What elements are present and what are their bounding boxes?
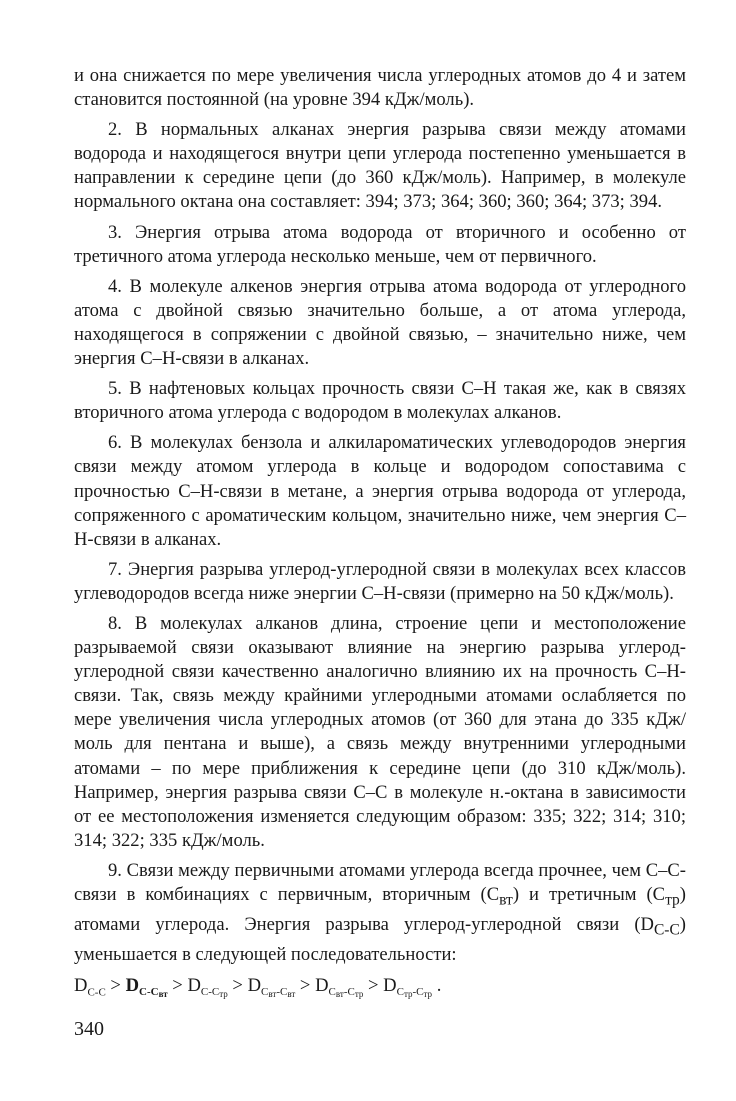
- formula-sub-5d: тр: [354, 989, 364, 1000]
- formula-d-4: D: [247, 974, 261, 996]
- formula-gt-4: >: [295, 974, 316, 996]
- paragraph-2: 2. В нормальных алканах энергия разрыва связи между атомами водорода и находящегося внутри цепи углерода постепенно уменьшается в направлении к середине цепи (до 360 кДж/моль). Например, в молекуле нормального октана она составляет: 394; 373; 364; 360; 360; 364; 373; 394.: [74, 119, 686, 213]
- formula-sub-6d: тр: [423, 989, 433, 1000]
- formula-sub-2a: С-С: [139, 986, 159, 999]
- formula-end: .: [432, 974, 442, 996]
- formula-sub-5b: вт: [335, 989, 344, 1000]
- formula-d-1: D: [74, 974, 88, 996]
- formula-d-2: D: [125, 974, 140, 996]
- p9-sub-cc: С-С: [653, 921, 680, 939]
- bond-energy-sequence-formula: [74, 973, 686, 1008]
- page-number: 340: [74, 1018, 104, 1040]
- paragraph-5: 5. В нафтеновых кольцах прочность связи С–Н такая же, как в связях вторичного атома углерода с водородом в молекулах алканов.: [74, 378, 686, 424]
- p9-prefix: 9. Связи между первичными атомами углерода всегда прочнее, чем С–С-связи в комбинациях с первичным, вторичным (С: [74, 859, 686, 905]
- paragraph-8: 8. В молекулах алканов длина, строение цепи и местоположение разрываемой связи оказывают влияние на энергию разрыва углерод-углеродной связи качественно аналогично влиянию их на прочность С–Н-связи. Так, связь между крайними углеродными атомами ослабляется по мере увеличения числа углеродных атомов (от 360 для этана до 335 кДж/моль для пентана и выше), а связь между внутренними углеродными атомами – по мере приближения к середине цепи (до 310 кДж/моль). Например, энергия разрыва связи С–С в молекуле н.-октана в зависимости от ее местоположения изменяется следующим образом: 335; 322; 314; 310; 314; 322; 335 кДж/моль.: [74, 612, 686, 851]
- formula-sub-4d: вт: [287, 989, 296, 1000]
- formula-sub-4a: С: [261, 986, 269, 999]
- formula-gt-2: >: [167, 974, 188, 996]
- p9-middle: ) и третичным (С: [512, 884, 666, 905]
- paragraph-6: 6. В молекулах бензола и алкилароматических углеводородов энергия связи между атомом углерода в кольце и водородом сопоставима с прочностью С–Н-связи в метане, а энергия отрыва водорода от углерода, сопряженного с ароматическим кольцом, значительно ниже, чем энергия С–Н-связи в алканах.: [74, 432, 686, 550]
- formula-d-6: D: [383, 974, 397, 996]
- paragraph-9: [74, 859, 686, 967]
- formula-sub-5a: С: [328, 986, 336, 999]
- formula-gt-3: >: [227, 974, 248, 996]
- formula-sub-4c: -С: [276, 986, 288, 999]
- formula-d-5: D: [315, 974, 329, 996]
- p9-sub-tr: тр: [665, 891, 680, 909]
- p9-sub-vt: вт: [499, 891, 513, 909]
- paragraph-3: 3. Энергия отрыва атома водорода от вторичного и особенно от третичного атома углерода несколько меньше, чем от первичного.: [74, 221, 686, 267]
- paragraph-4: 4. В молекуле алкенов энергия отрыва атома водорода от углеродного атома с двойной связью значительно больше, а от атома углерода, находящегося в сопряжении с двойной связью, – значительно ниже, чем энергия С–Н-связи в алканах.: [74, 275, 686, 370]
- paragraph-7: 7. Энергия разрыва углерод-углеродной связи в молекулах всех классов углеводородов всегда ниже энергии С–Н-связи (примерно на 50 кДж/моль).: [74, 558, 686, 604]
- formula-sub-2b: вт: [158, 989, 168, 1000]
- formula-sub-1: С-С: [87, 986, 106, 999]
- formula-gt-1: >: [105, 974, 126, 996]
- formula-sub-6a: С: [396, 986, 404, 999]
- formula-sub-4b: вт: [268, 989, 277, 1000]
- formula-d-3: D: [187, 974, 201, 996]
- formula-sub-6b: тр: [403, 989, 413, 1000]
- p9-suffix: ) атомами углерода. Энергия разрыва углерод-углеродной связи (D: [74, 884, 686, 935]
- formula-sub-3b: тр: [219, 989, 228, 1000]
- formula-sub-5c: -С: [343, 986, 355, 999]
- formula-sub-3a: С-С: [200, 986, 220, 999]
- formula-gt-5: >: [363, 974, 384, 996]
- paragraph-1-continuation: и она снижается по мере увеличения числа углеродных атомов до 4 и затем становится постоянной (на уровне 394 кДж/моль).: [74, 65, 686, 111]
- body-text: [74, 64, 686, 1007]
- formula-sub-6c: -С: [412, 986, 424, 999]
- p9-ending: ) уменьшается в следующей последовательности:: [74, 913, 686, 965]
